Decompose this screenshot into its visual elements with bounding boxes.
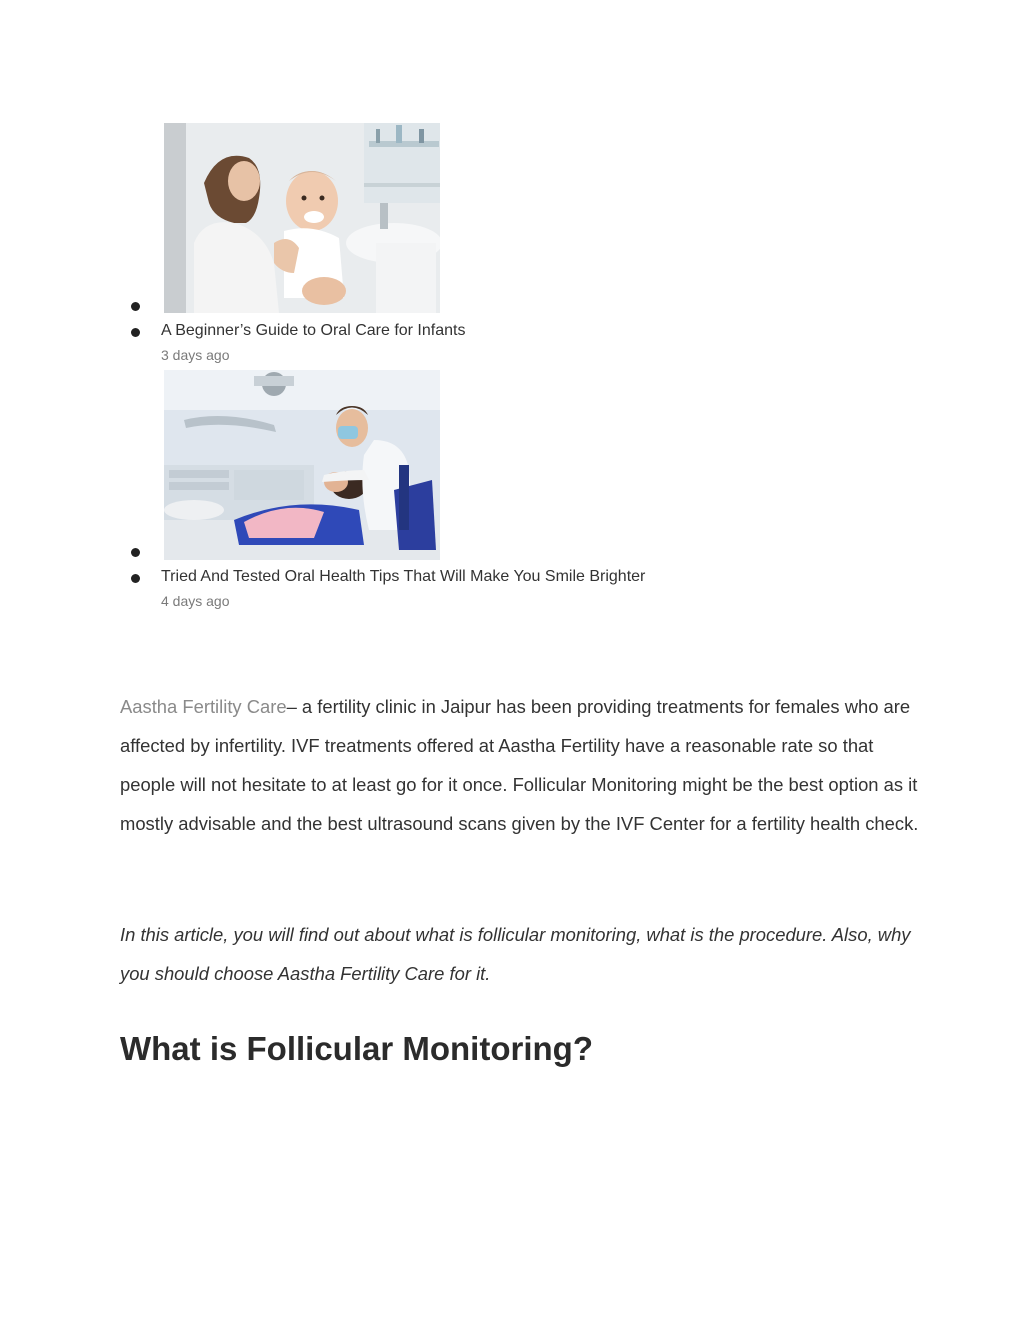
list-bullet <box>131 302 140 311</box>
article-summary: In this article, you will find out about what is follicular monitoring, what is the procedure. Also, why you should choose Aastha Fertility Care for it. <box>120 924 911 984</box>
section-heading: What is Follicular Monitoring? <box>120 1030 593 1067</box>
list-bullet <box>131 574 140 583</box>
list-bullet <box>131 548 140 557</box>
intro-paragraph <box>120 687 920 843</box>
dentist-patient-photo-icon <box>164 370 440 560</box>
post-title-link[interactable]: Tried And Tested Oral Health Tips That Will Make You Smile Brighter <box>161 568 646 585</box>
intro-text: – a fertility clinic in Jaipur has been providing treatments for females who are affected by infertility. IVF treatments offered at Aastha Fertility have a reasonable rate so that people will not hesitate to at least go for it once. Follicular Monitoring might be the best option as it mostly advisable and the best ultrasound scans given by the IVF Center for a fertility health check. <box>120 696 919 834</box>
post-date: 4 days ago <box>161 593 230 609</box>
post-thumbnail[interactable] <box>164 123 440 313</box>
post-title-link[interactable]: A Beginner’s Guide to Oral Care for Infants <box>161 322 466 339</box>
list-bullet <box>131 328 140 337</box>
clinic-link[interactable]: Aastha Fertility Care <box>120 696 287 717</box>
post-date: 3 days ago <box>161 347 230 363</box>
mother-baby-brushing-photo-icon <box>164 123 440 313</box>
post-thumbnail[interactable] <box>164 370 440 560</box>
